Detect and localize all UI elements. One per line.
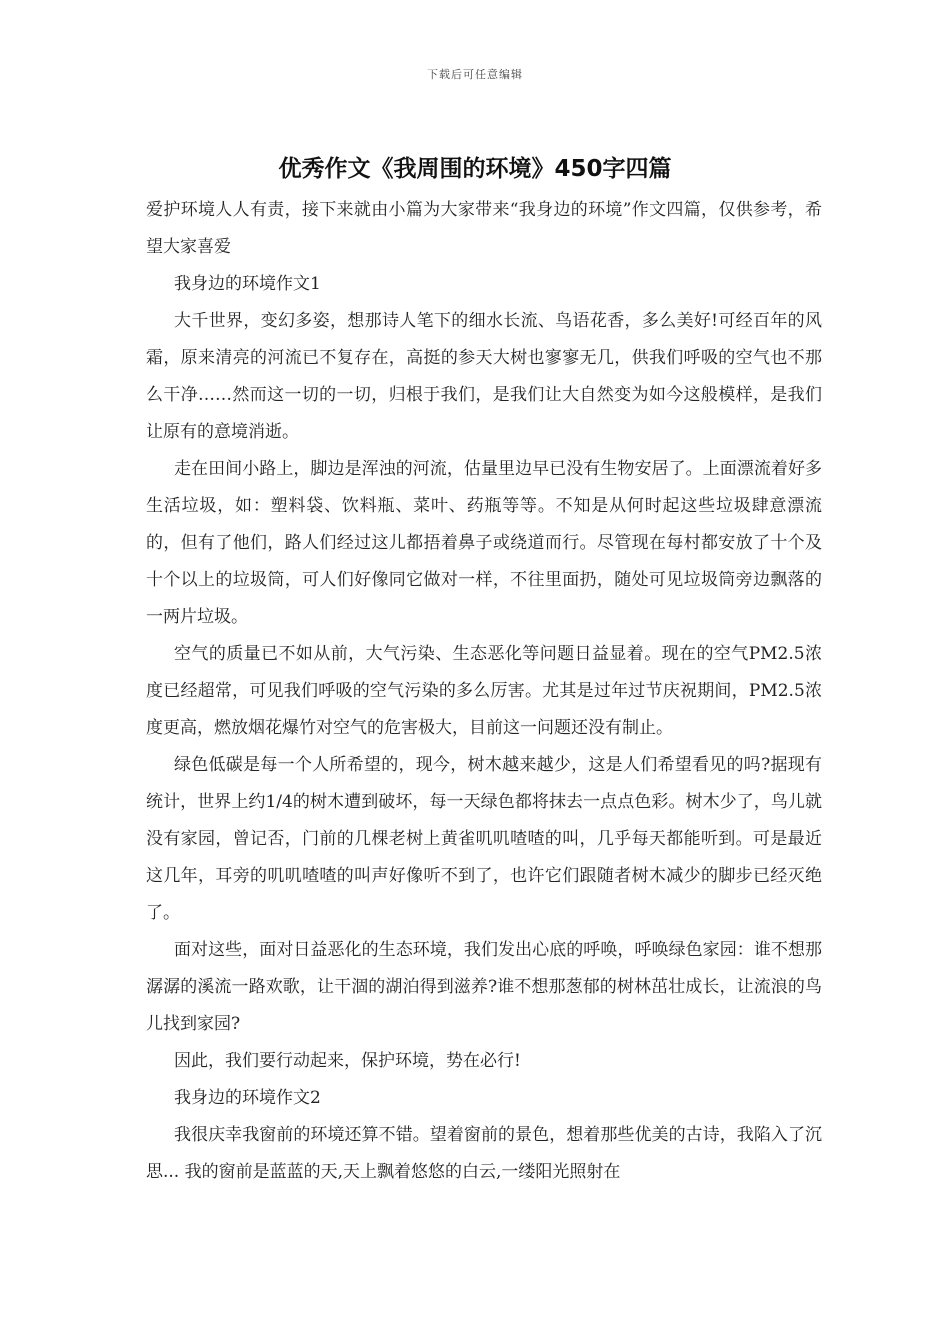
intro-paragraph: 爱护环境人人有责，接下来就由小篇为大家带来“我身边的环境”作文四篇，仅供参考，希望大家喜爱 bbox=[146, 200, 822, 257]
section-heading-1: 我身边的环境作文1 bbox=[174, 274, 321, 294]
paragraph: 大千世界，变幻多姿，想那诗人笔下的细水长流、鸟语花香，多么美好!可经百年的风霜，原来清亮的河流已不复存在，高挺的参天大树也寥寥无几，供我们呼吸的空气也不那么干净……然而这一切的一切，归根于我们，是我们让大自然变为如今这般模样，是我们让原有的意境消逝。 bbox=[146, 311, 822, 442]
paragraph: 空气的质量已不如从前，大气污染、生态恶化等问题日益显着。现在的空气PM2.5浓度已经超常，可见我们呼吸的空气污染的多么厉害。尤其是过年过节庆祝期间，PM2.5浓度更高，燃放烟花爆竹对空气的危害极大，目前这一问题还没有制止。 bbox=[146, 644, 822, 738]
document-title: 优秀作文《我周围的环境》450字四篇 bbox=[278, 156, 672, 182]
paragraph: 面对这些，面对日益恶化的生态环境，我们发出心底的呼唤，呼唤绿色家园：谁不想那潺潺的溪流一路欢歌，让干涸的湖泊得到滋养?谁不想那葱郁的树林茁壮成长，让流浪的鸟儿找到家园? bbox=[146, 940, 822, 1034]
paragraph: 绿色低碳是每一个人所希望的，现今，树木越来越少，这是人们希望看见的吗?据现有统计，世界上约1/4的树木遭到破坏，每一天绿色都将抹去一点点色彩。树木少了，鸟儿就没有家园，曾记否，门前的几棵老树上黄雀叽叽喳喳的叫，几乎每天都能听到。可是最近这几年，耳旁的叽叽喳喳的叫声好像听不到了，也许它们跟随者树木减少的脚步已经灭绝了。 bbox=[146, 755, 822, 923]
paragraph: 因此，我们要行动起来，保护环境，势在必行! bbox=[174, 1051, 521, 1071]
paragraph: 走在田间小路上，脚边是浑浊的河流，估量里边早已没有生物安居了。上面漂流着好多生活垃圾，如：塑料袋、饮料瓶、菜叶、药瓶等等。不知是从何时起这些垃圾肆意漂流的，但有了他们，路人们经过这儿都捂着鼻子或绕道而行。尽管现在每村都安放了十个及十个以上的垃圾筒，可人们好像同它做对一样，不往里面扔，随处可见垃圾筒旁边飘落的一两片垃圾。 bbox=[146, 459, 822, 627]
page-header-note: 下载后可任意编辑 bbox=[427, 68, 523, 81]
section-heading-2: 我身边的环境作文2 bbox=[174, 1088, 321, 1108]
document-body bbox=[146, 192, 822, 1191]
paragraph: 我很庆幸我窗前的环境还算不错。望着窗前的景色，想着那些优美的古诗，我陷入了沉思... 我的窗前是蓝蓝的天,天上飘着悠悠的白云,一缕阳光照射在 bbox=[146, 1125, 822, 1182]
